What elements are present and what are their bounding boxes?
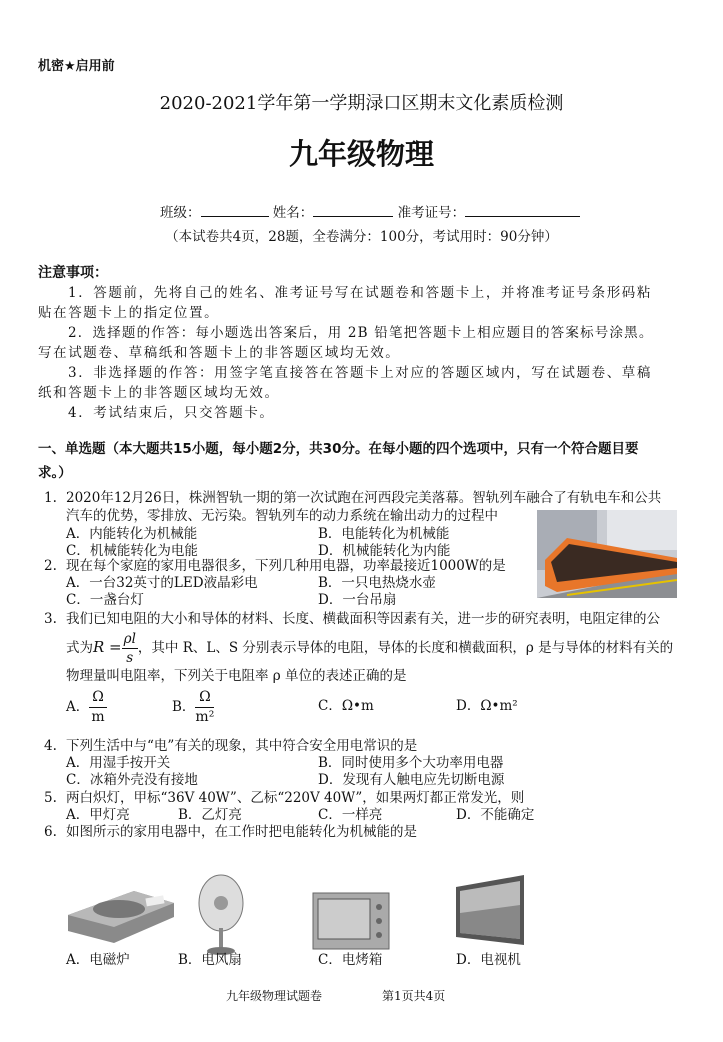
student-info-form (160, 204, 580, 222)
notice-line: 2．选择题的作答：每小题选出答案后，用 2B 铅笔把答题卡上相应题目的答案标号涂黑。 (68, 325, 654, 341)
q4-option-a: A．用湿手按开关 (66, 755, 171, 771)
question-6-stem: 如图所示的家用电器中，在工作时把电能转化为机械能的是 (66, 824, 417, 840)
notice-heading: 注意事项： (38, 265, 108, 281)
numerator: Ω (89, 688, 107, 708)
option-label: B． (172, 699, 196, 715)
option-label: C． (318, 698, 342, 714)
induction-cooker-image (64, 885, 176, 945)
q5-option-d: D．不能确定 (456, 807, 535, 823)
notice-line: 纸和答题卡上的非答题区域均无效。 (38, 385, 280, 401)
electric-fan-image (196, 873, 246, 957)
section-heading-cont: 求。） (38, 465, 72, 481)
name-label: 姓名： (272, 205, 314, 221)
question-1-stem-cont: 汽车的优势，零排放、无污染。智轨列车的动力系统在输出动力的过程中 (66, 508, 498, 524)
formula-denominator: s (126, 650, 134, 666)
q4-option-c: C．冰箱外壳没有接地 (66, 772, 198, 788)
formula-lhs: R = (93, 638, 122, 656)
exam-subtitle: 2020-2021学年第一学期渌口区期末文化素质检测 (159, 93, 564, 114)
q3-option-c (318, 698, 374, 715)
q6-option-b: B．电风扇 (178, 952, 242, 968)
footer-page-number: 第1页共4页 (382, 989, 446, 1003)
notice-line: 4．考试结束后，只交答题卡。 (68, 405, 275, 421)
option-text: Ω•m² (480, 698, 518, 714)
question-number: 6. (44, 824, 57, 840)
question-number: 3. (44, 611, 57, 627)
question-number: 1. (44, 490, 57, 506)
question-number: 5. (44, 790, 57, 806)
q2-option-c: C．一盏台灯 (66, 592, 144, 608)
q6-option-c: C．电烤箱 (318, 952, 383, 968)
notice-line: 3．非选择题的作答：用签字笔直接答在答题卡上对应的答题区域内，写在试题卷、草稿 (68, 365, 652, 381)
question-1-stem: 2020年12月26日，株洲智轨一期的第一次试跑在河西段完美落幕。智轨列车融合了有轨电车和公共 (66, 490, 662, 506)
exam-id-label: 准考证号： (397, 205, 466, 221)
footer-paper-name: 九年级物理试题卷 (226, 989, 323, 1003)
resistance-formula (122, 630, 138, 667)
q1-option-c: C．机械能转化为电能 (66, 543, 198, 559)
q1-option-b: B．电能转化为机械能 (318, 526, 450, 542)
question-3-formula-line (66, 630, 673, 667)
numerator: Ω (195, 688, 214, 708)
q3-option-a (66, 688, 107, 727)
q2-option-b: B．一只电热烧水壶 (318, 575, 436, 591)
class-field[interactable] (201, 204, 269, 217)
exam-info: （本试卷共4页，28题，全卷满分：100分，考试用时：90分钟） (165, 229, 558, 245)
train-photo (537, 510, 677, 598)
question-number: 2. (44, 558, 57, 574)
q6-option-a: A．电磁炉 (66, 952, 130, 968)
question-4-stem: 下列生活中与“电”有关的现象，其中符合安全用电常识的是 (66, 738, 418, 754)
q2-option-d: D．一台吊扇 (318, 592, 397, 608)
formula-numerator: ρl (123, 631, 136, 647)
question-number: 4. (44, 738, 57, 754)
question-3-stem-end: 物理量叫电阻率，下列关于电阻率 ρ 单位的表述正确的是 (66, 668, 407, 684)
denominator: m (91, 709, 105, 725)
q1-option-a: A．内能转化为机械能 (66, 526, 198, 542)
denominator: m² (195, 709, 215, 725)
notice-line: 贴在答题卡上的指定位置。 (38, 305, 220, 321)
page-title: 九年级物理 (288, 137, 434, 171)
name-field[interactable] (313, 204, 393, 217)
confidential-label: 机密★启用前 (38, 59, 115, 74)
question-5-stem: 两白炽灯，甲标“36V 40W”、乙标“220V 40W”，如果两灯都正常发光，则 (66, 790, 525, 806)
formula-explanation: ，其中 R、L、S 分别表示导体的电阻，导体的长度和横截面积，ρ 是与导体的材料有关的 (137, 640, 674, 656)
formula-prefix: 式为 (66, 640, 93, 656)
q5-option-c: C．一样亮 (318, 807, 383, 823)
q4-option-d: D．发现有人触电应先切断电源 (318, 772, 505, 788)
option-text: Ω•m (341, 698, 374, 714)
q4-option-b: B．同时使用多个大功率用电器 (318, 755, 504, 771)
q1-option-d: D．机械能转化为内能 (318, 543, 451, 559)
q2-option-a: A．一台32英寸的LED液晶彩电 (66, 575, 258, 591)
option-label: A． (66, 699, 90, 715)
television-image (452, 873, 528, 957)
unit-fraction (195, 688, 214, 727)
unit-fraction (89, 688, 107, 727)
class-label: 班级： (160, 205, 201, 221)
section-heading: 一、单选题（本大题共15小题，每小题2分，共30分。在每小题的四个选项中，只有一个符合题目要 (38, 441, 639, 457)
question-3-stem: 我们已知电阻的大小和导体的材料、长度、横截面积等因素有关，进一步的研究表明，电阻定律的公 (66, 611, 660, 627)
notice-line: 写在试题卷、草稿纸和答题卡上的非答题区域均无效。 (38, 345, 401, 361)
q3-option-b (172, 688, 214, 727)
q5-option-b: B．乙灯亮 (178, 807, 242, 823)
electric-oven-image (311, 887, 393, 953)
q5-option-a: A．甲灯亮 (66, 807, 130, 823)
q6-option-d: D．电视机 (456, 952, 521, 968)
q3-option-d (456, 698, 518, 715)
notice-line: 1．答题前，先将自己的姓名、准考证号写在试题卷和答题卡上，并将准考证号条形码粘 (68, 285, 652, 301)
exam-id-field[interactable] (465, 204, 580, 217)
question-2-stem: 现在每个家庭的家用电器很多，下列几种用电器，功率最接近1000W的是 (66, 558, 506, 574)
option-label: D． (456, 698, 481, 714)
